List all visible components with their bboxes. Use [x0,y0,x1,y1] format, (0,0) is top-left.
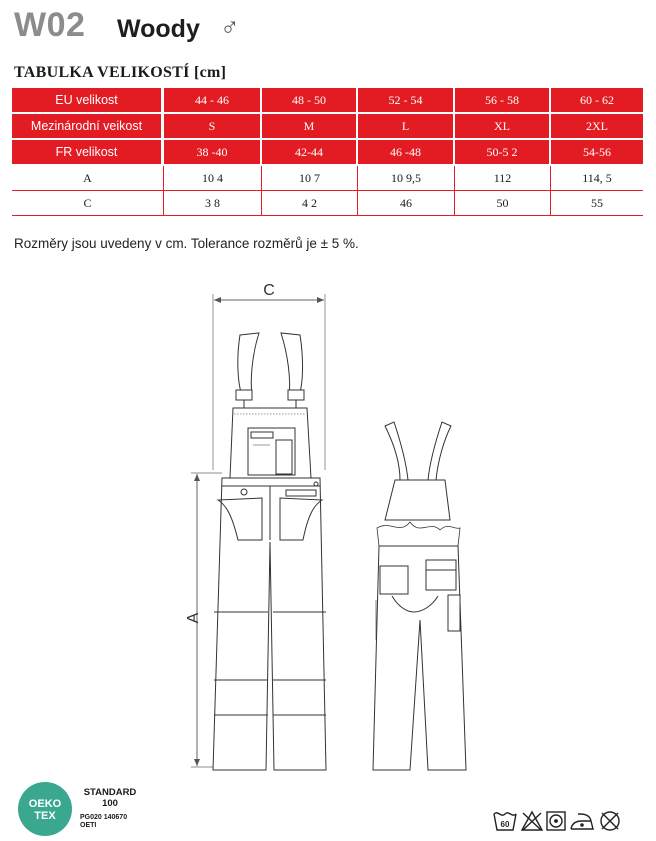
certificate-code: PG020 140670 [80,814,128,821]
back-view [373,422,466,770]
table-cell: S [164,114,262,140]
garment-technical-drawing [0,270,656,775]
row-header: EU velikost [12,88,164,114]
table-cell: 10 7 [262,166,358,191]
wash-temperature: 60 [500,820,510,829]
table-cell: 50-5 2 [455,140,551,166]
row-header: FR velikost [12,140,164,166]
table-cell: 55 [551,191,643,216]
row-header: Mezinárodní veikost [12,114,164,140]
oeko-text: OEKO [28,798,62,810]
standard-number: 100 [102,798,118,809]
standard-100-label [76,787,144,809]
table-row [12,114,643,140]
size-table [12,88,643,216]
table-row [12,191,643,216]
table-cell: 38 -40 [164,140,262,166]
c-label: C [263,282,275,299]
row-header: A [12,166,164,191]
oeko-tex-logo [17,781,73,837]
table-cell: 4 2 [262,191,358,216]
table-cell: 10 4 [164,166,262,191]
table-cell: XL [455,114,551,140]
table-cell: 46 [358,191,455,216]
front-view [213,333,326,770]
table-cell: 56 - 58 [455,88,551,114]
table-cell: 2XL [551,114,643,140]
size-table-title: TABULKA VELIKOSTÍ [cm] [14,64,227,81]
product-name: Woody [117,15,200,43]
table-cell: 44 - 46 [164,88,262,114]
table-row [12,88,643,114]
table-cell: 60 - 62 [551,88,643,114]
table-cell: 3 8 [164,191,262,216]
table-cell: 42-44 [262,140,358,166]
male-gender-icon: ♂ [220,12,240,42]
certificate-info [80,814,140,830]
table-cell: 46 -48 [358,140,455,166]
table-row [12,166,643,191]
table-cell: M [262,114,358,140]
row-header: C [12,191,164,216]
table-cell: 114, 5 [551,166,643,191]
no-bleach-icon [522,812,542,830]
table-cell: L [358,114,455,140]
table-cell: 48 - 50 [262,88,358,114]
tex-text: TEX [34,810,56,822]
standard-text: STANDARD [83,787,137,798]
wash-60-icon [494,813,516,830]
table-row [12,140,643,166]
a-label: A [185,612,202,624]
table-cell: 54-56 [551,140,643,166]
product-code: W02 [14,6,86,44]
table-cell: 52 - 54 [358,88,455,114]
certificate-institute: OETI [80,822,97,829]
tumble-dry-low-icon [547,812,565,830]
no-dry-clean-icon [601,812,619,830]
table-cell: 50 [455,191,551,216]
iron-low-icon [571,814,593,829]
table-cell: 112 [455,166,551,191]
care-symbols [492,808,632,834]
dimension-note: Rozměry jsou uvedeny v cm. Tolerance rozměrů je ± 5 %. [14,236,359,251]
table-cell: 10 9,5 [358,166,455,191]
